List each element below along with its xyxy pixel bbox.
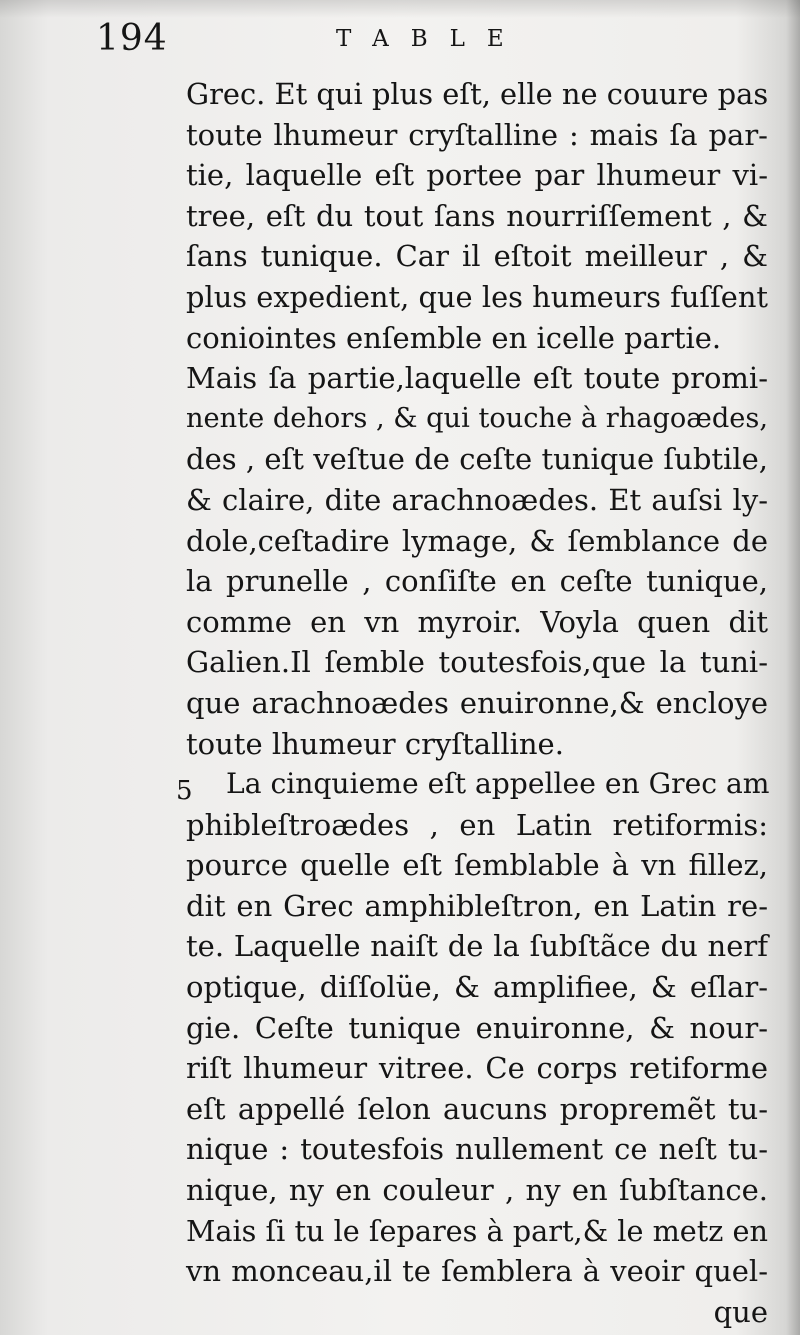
- text-line: tree, eſt du tout ſans nourriſſement , &: [186, 198, 768, 233]
- text-line: toute lhumeur cryſtalline : mais ſa par-: [186, 117, 768, 152]
- text-line: plus expedient, que les humeurs fuſſent: [186, 279, 768, 314]
- text-line: que: [713, 1294, 768, 1329]
- page-number: 194: [96, 18, 168, 59]
- text-line: La cinquieme eſt appellee en Grec am: [226, 767, 770, 801]
- text-line: pource quelle eſt ſemblable à vn fillez,: [186, 848, 768, 883]
- text-line: toute lhumeur cryſtalline.: [186, 726, 564, 761]
- text-line: coniointes enſemble en icelle partie.: [186, 320, 722, 355]
- page-header: [96, 14, 770, 66]
- text-line: tie, laquelle eſt portee par lhumeur vi-: [186, 158, 768, 193]
- text-line: Galien.Il ſemble toutesfois,que la tuni-: [186, 645, 768, 680]
- text-line: vn monceau,il te ſemblera à veoir quel-: [186, 1254, 768, 1289]
- text-line: & claire, dite arachnoædes. Et auſsi ly-: [186, 482, 768, 517]
- text-line: optique, diſſolüe, & amplifiee, & eſlar-: [186, 970, 768, 1005]
- text-line: Mais ſa partie,laquelle eſt toute promi-: [186, 361, 768, 396]
- text-line: Mais ſi tu le ſepares à part,& le metz en: [186, 1213, 768, 1248]
- text-line: nique, ny en couleur , ny en ſubſtance.: [186, 1173, 768, 1208]
- text-line: dit en Grec amphibleſtron, en Latin re-: [186, 888, 768, 923]
- text-line: nente dehors , & qui touche à rhagoædes,: [186, 402, 769, 434]
- text-line: que arachnoædes enuironne,& encloye: [186, 685, 768, 720]
- text-line: la prunelle , conſiſte en ceſte tunique,: [186, 564, 768, 599]
- text-line: nique : toutesfois nullement ce neſt tu-: [186, 1132, 768, 1167]
- text-line: dole,ceſtadire lymage, & ſemblance de: [186, 523, 768, 558]
- text-line: riſt lhumeur vitree. Ce corps retiforme: [186, 1051, 768, 1086]
- page-spine-shadow: [786, 0, 800, 1335]
- text-line: Grec. Et qui plus eſt, elle ne couure pas: [186, 77, 769, 111]
- text-line: des , eſt veſtue de ceſte tunique ſubtile,: [186, 442, 768, 477]
- text-line: comme en vn myroir. Voyla quen dit: [186, 604, 768, 639]
- running-title: TABLE: [336, 26, 526, 52]
- paragraph-marker: 5: [176, 776, 193, 806]
- text-line: phibleſtroædes , en Latin retiformis:: [186, 807, 768, 842]
- text-line: te. Laquelle naiſt de la ſubſtãce du nerf: [186, 929, 768, 964]
- text-line: gie. Ceſte tunique enuironne, & nour-: [186, 1010, 768, 1045]
- text-line: ſans tunique. Car il eſtoit meilleur , &: [186, 239, 768, 274]
- body-text: [186, 74, 768, 1332]
- text-line: eſt appellé ſelon aucuns propremẽt tu-: [186, 1091, 768, 1126]
